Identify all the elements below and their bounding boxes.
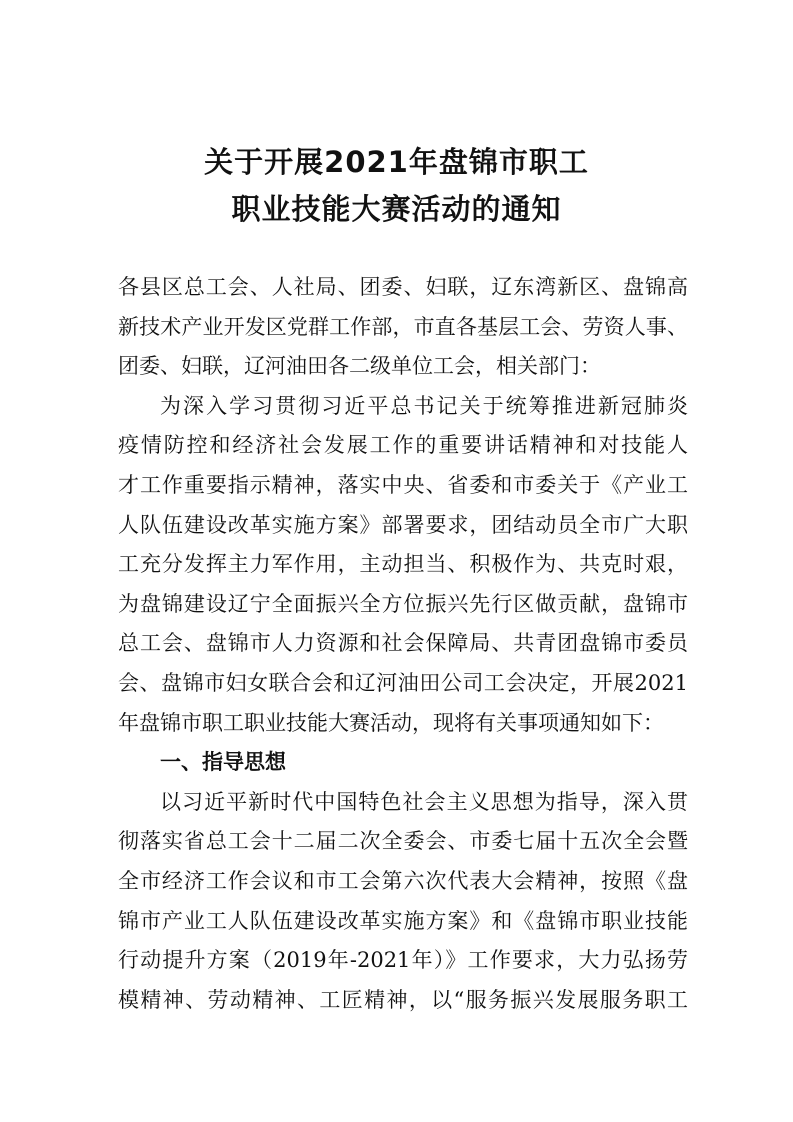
- addressee-line: 团委、妇联，辽河油田各二级单位工会，相关部门：: [118, 354, 601, 379]
- intro-paragraph-line: 为深入学习贯彻习近平总书记关于统筹推进新冠肺炎: [160, 393, 688, 418]
- intro-paragraph-line: 人队伍建设改革实施方案》部署要求，团结动员全市广大职: [118, 512, 688, 537]
- intro-paragraph-line: 年盘锦市职工职业技能大赛活动，现将有关事项通知如下：: [118, 710, 664, 735]
- section-paragraph-line: 锦市产业工人队伍建设改革实施方案》和《盘锦市职业技能: [118, 908, 688, 933]
- addressee-line: 新技术产业开发区党群工作部，市直各基层工会、劳资人事、: [118, 314, 688, 339]
- intro-paragraph-line: 会、盘锦市妇女联合会和辽河油田公司工会决定，开展2021: [118, 670, 688, 695]
- intro-paragraph-line: 疫情防控和经济社会发展工作的重要讲话精神和对技能人: [118, 433, 688, 458]
- section-paragraph-line: 彻落实省总工会十二届二次全委会、市委七届十五次全会暨: [118, 829, 688, 854]
- section-paragraph-line: 以习近平新时代中国特色社会主义思想为指导，深入贯: [160, 789, 688, 814]
- addressee-line: 各县区总工会、人社局、团委、妇联，辽东湾新区、盘锦高: [118, 275, 688, 299]
- section-paragraph-line: 全市经济工作会议和市工会第六次代表大会精神，按照《盘: [118, 868, 688, 893]
- intro-paragraph-line: 才工作重要指示精神，落实中央、省委和市委关于《产业工: [118, 472, 688, 497]
- document-title-line-2: 职业技能大赛活动的通知: [231, 192, 562, 226]
- section-heading: 一、指导思想: [160, 750, 286, 775]
- intro-paragraph-line: 总工会、盘锦市人力资源和社会保障局、共青团盘锦市委员: [118, 631, 688, 656]
- intro-paragraph-line: 工充分发挥主力军作用，主动担当、积极作为、共克时艰，: [118, 552, 688, 577]
- document-title-line-1: 关于开展2021年盘锦市职工: [204, 145, 589, 179]
- intro-paragraph-line: 为盘锦建设辽宁全面振兴全方位振兴先行区做贡献，盘锦市: [118, 591, 688, 616]
- document-body: [118, 268, 688, 1020]
- section-paragraph-line: 模精神、劳动精神、工匠精神，以“服务振兴发展服务职工: [118, 987, 688, 1012]
- section-paragraph-line: 行动提升方案（2019年-2021年）》工作要求，大力弘扬劳: [118, 948, 688, 973]
